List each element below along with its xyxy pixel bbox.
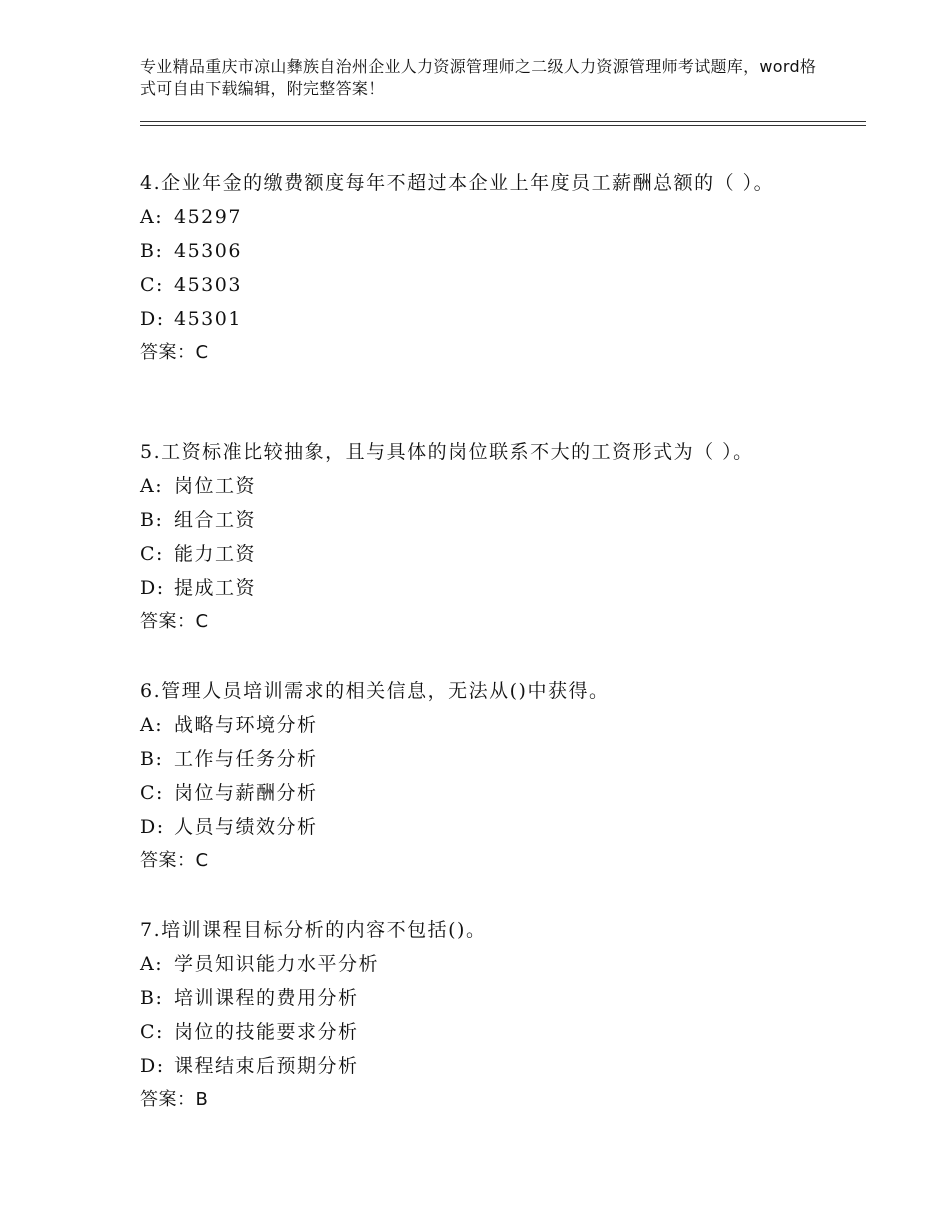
option-text: 45303 (174, 274, 242, 296)
option-key: C: (140, 274, 164, 296)
option-c (140, 537, 840, 571)
option-key: C: (140, 782, 164, 804)
option-b (140, 234, 840, 268)
option-key: D: (140, 308, 165, 330)
question-stem: 7.培训课程目标分析的内容不包括()。 (140, 919, 487, 941)
question-block (140, 913, 840, 1117)
answer-line: 答案：B (140, 1089, 209, 1110)
option-key: B: (140, 509, 164, 531)
option-text: 45297 (174, 206, 242, 228)
option-text: 45301 (174, 308, 242, 330)
option-c (140, 1015, 840, 1049)
option-text: 岗位与薪酬分析 (174, 782, 318, 804)
option-text: 岗位的技能要求分析 (174, 1021, 359, 1043)
option-d (140, 571, 840, 605)
option-text: 能力工资 (174, 543, 257, 565)
header-divider (140, 121, 866, 126)
option-text: 课程结束后预期分析 (174, 1055, 359, 1077)
option-text: 45306 (174, 240, 242, 262)
option-text: 学员知识能力水平分析 (174, 953, 380, 975)
option-text: 提成工资 (174, 577, 257, 599)
answer-line: 答案：C (140, 342, 209, 363)
option-a (140, 469, 840, 503)
option-d (140, 1049, 840, 1083)
option-key: D: (140, 1055, 165, 1077)
option-d (140, 302, 840, 336)
option-a (140, 708, 840, 742)
question-stem: 6.管理人员培训需求的相关信息，无法从()中获得。 (140, 680, 610, 702)
option-a (140, 947, 840, 981)
option-key: B: (140, 748, 164, 770)
option-key: B: (140, 987, 164, 1009)
option-a (140, 200, 840, 234)
question-block (140, 166, 840, 370)
option-d (140, 810, 840, 844)
option-b (140, 981, 840, 1015)
question-stem: 4.企业年金的缴费额度每年不超过本企业上年度员工薪酬总额的（ ）。 (140, 172, 775, 194)
option-key: A: (140, 475, 164, 497)
option-text: 人员与绩效分析 (174, 816, 318, 838)
option-key: D: (140, 577, 165, 599)
option-c (140, 776, 840, 810)
option-c (140, 268, 840, 302)
option-text: 培训课程的费用分析 (174, 987, 359, 1009)
option-key: D: (140, 816, 165, 838)
question-block (140, 435, 840, 639)
option-key: A: (140, 953, 164, 975)
question-stem: 5.工资标准比较抽象，且与具体的岗位联系不大的工资形式为（ ）。 (140, 441, 754, 463)
option-b (140, 503, 840, 537)
option-text: 组合工资 (174, 509, 257, 531)
option-key: C: (140, 543, 164, 565)
question-block (140, 674, 840, 878)
answer-line: 答案：C (140, 611, 209, 632)
option-key: C: (140, 1021, 164, 1043)
option-key: A: (140, 206, 164, 228)
option-b (140, 742, 840, 776)
option-key: A: (140, 714, 164, 736)
option-text: 岗位工资 (174, 475, 257, 497)
option-text: 工作与任务分析 (174, 748, 318, 770)
document-header: 专业精品重庆市凉山彝族自治州企业人力资源管理师之二级人力资源管理师考试题库，word格式可自由下载编辑，附完整答案！ (140, 57, 817, 98)
option-key: B: (140, 240, 164, 262)
answer-line: 答案：C (140, 850, 209, 871)
option-text: 战略与环境分析 (174, 714, 318, 736)
